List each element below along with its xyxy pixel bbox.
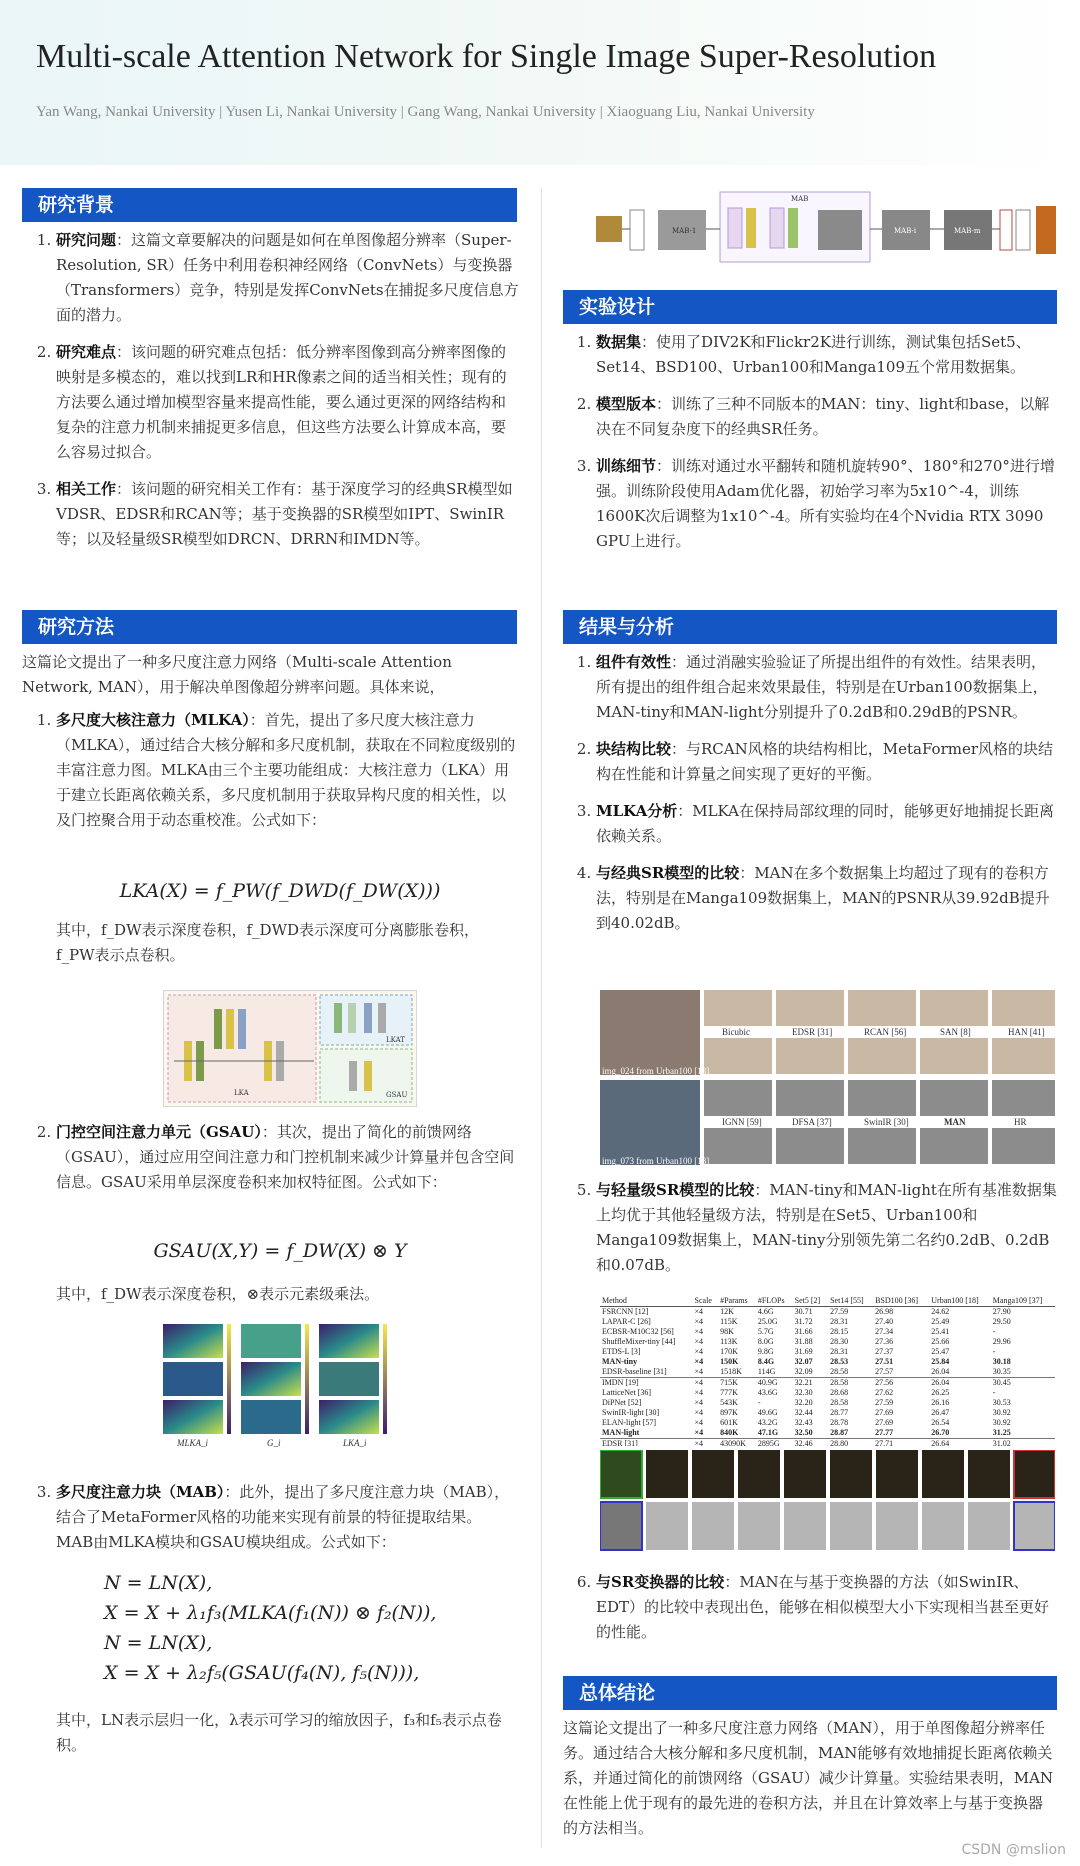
conclusion-text: 这篇论文提出了一种多尺度注意力网络（MAN），用于单图像超分辨率任务。通过结合大核分解和多尺度机制，MAN能够有效地捕捉长距离依赖关系，并通过简化的前馈网络（GSAU）减少计算量。实验结果表明，MAN在性能上优于现有的最先进的卷积方法，并且在计算效率上与基于变换器的方法相当。 — [563, 1719, 1054, 1837]
table-cell: ×4 — [694, 1307, 704, 1316]
formula-mab-note: 其中，LN表示层归一化，λ表示可学习的缩放因子，f₃和f₅表示点卷积。 — [56, 1711, 502, 1754]
table-cell: LAPAR-C [26] — [602, 1317, 651, 1326]
table-cell: EDSR [31] — [600, 1439, 693, 1447]
table-cell: ×4 — [693, 1439, 719, 1447]
table-cell: 27.56 — [873, 1378, 929, 1389]
table-row — [600, 1378, 1055, 1389]
section-header-experiment: 实验设计 — [563, 290, 1057, 324]
table-cell: 1518K — [720, 1367, 742, 1376]
table-cell: 49.6G — [757, 1408, 778, 1417]
results-item-5: 5. 与轻量级SR模型的比较：MAN-tiny和MAN-light在所有基准数据集上均优于其他轻量级方法，特别是在Set5、Urban100和Manga109数据集上，MAN-tiny分别领先第二名约0.2dB、0.2dB和0.07dB。 — [570, 1178, 1057, 1278]
table-row — [600, 1439, 1055, 1447]
background-item: 1. 研究问题：这篇文章要解决的问题是如何在单图像超分辨率（Super-Resolution, SR）任务中利用卷积神经网络（ConvNets）与变换器（Transformers）竞争，特别是发挥ConvNets在捕捉多尺度信息方面的潜力。 — [56, 228, 520, 328]
table-cell: 24.62 — [931, 1307, 950, 1316]
table-cell: 12K — [720, 1307, 734, 1316]
csdn-watermark: CSDN @mslion — [961, 1842, 1066, 1858]
table-cell: 27.69 — [875, 1418, 894, 1427]
table-cell: 27.71 — [873, 1439, 929, 1447]
table-cell: ×4 — [694, 1317, 704, 1326]
mlka-diagram-svg — [164, 991, 416, 1106]
table-cell: 170K — [720, 1347, 738, 1356]
table-cell: 32.46 — [793, 1439, 828, 1447]
table-header: Urban100 [18] — [929, 1296, 991, 1307]
table-header: Method — [600, 1296, 693, 1307]
table-cell: 115K — [720, 1317, 738, 1326]
table-cell: 777K — [720, 1388, 738, 1397]
table-cell: 25.47 — [931, 1347, 950, 1356]
table-cell: ECBSR-M10C32 [56] — [602, 1327, 674, 1336]
paper-title: Multi-scale Attention Network for Single Image Super-Resolution — [36, 38, 937, 75]
results-item: 3. MLKA分析：MLKA在保持局部纹理的同时，能够更好地捕捉长距离依赖关系。 — [596, 799, 1057, 849]
table-header: #FLOPs — [756, 1296, 793, 1307]
table-header: Set14 [55] — [828, 1296, 873, 1307]
section-header-results: 结果与分析 — [563, 610, 1057, 644]
method-caption: HAN [41] — [1008, 1027, 1045, 1037]
table-cell: 27.69 — [875, 1408, 894, 1417]
table-cell: 31.66 — [794, 1327, 813, 1336]
attention-maps-figure — [163, 1322, 418, 1450]
table-cell: 27.62 — [875, 1388, 894, 1397]
table-cell: 30.45 — [991, 1378, 1055, 1389]
formula-lka: LKA(X) = f_PW(f_DWD(f_DW(X))) — [119, 880, 441, 902]
table-cell: 2895G — [756, 1439, 793, 1447]
attention-maps-svg — [163, 1322, 418, 1450]
table-cell: 26.25 — [931, 1388, 950, 1397]
table-cell: 31.69 — [794, 1347, 813, 1356]
method-caption: DFSA [37] — [792, 1117, 832, 1127]
table-cell: 28.31 — [830, 1317, 849, 1326]
table-cell: 30.92 — [992, 1418, 1011, 1427]
table-cell: 4.6G — [757, 1307, 774, 1316]
table-cell: 8.0G — [757, 1337, 774, 1346]
architecture-svg — [596, 188, 1056, 268]
table-cell: 28.30 — [830, 1337, 849, 1346]
table-header: BSD100 [36] — [873, 1296, 929, 1307]
table-cell: 30.71 — [794, 1307, 813, 1316]
formula-line: X = X + λ₁f₃(MLKA(f₁(N)) ⊗ f₂(N)), — [104, 1602, 437, 1624]
experiment-item: 2. 模型版本：训练了三种不同版本的MAN：tiny、light和base，以解决在不同复杂度下的经典SR任务。 — [596, 392, 1057, 442]
results-item: 4. 与经典SR模型的比较：MAN在多个数据集上均超过了现有的卷积方法，特别是在Manga109数据集上，MAN的PSNR从39.92dB提升到40.02dB。 — [596, 861, 1057, 936]
method-item-3: 3. 多尺度注意力块（MAB）：此外，提出了多尺度注意力块（MAB），结合了MetaFormer风格的功能来实现有前景的特征提取结果。MAB由MLKA模块和GSAU模块组成。公式如下： — [30, 1480, 518, 1555]
results-item-6: 6. 与SR变换器的比较：MAN在与基于变换器的方法（如SwinIR、EDT）的比较中表现出色，能够在相似模型大小下实现相当甚至更好的性能。 — [570, 1570, 1057, 1645]
header-banner — [0, 0, 1080, 165]
table-cell: 114G — [757, 1367, 776, 1376]
table-header: Manga109 [37] — [991, 1296, 1055, 1307]
section-header-conclusion: 总体结论 — [563, 1676, 1057, 1710]
table-cell: 43.2G — [757, 1418, 778, 1427]
formula-line: X = X + λ₂f₅(GSAU(f₄(N), f₅(N))), — [104, 1662, 420, 1684]
svg-text:GSAU: GSAU — [386, 1091, 408, 1099]
formula-mab — [104, 1568, 504, 1688]
table-cell: 28.78 — [830, 1418, 849, 1427]
table-cell: 28.15 — [830, 1327, 849, 1336]
qualitative-svg — [600, 990, 1055, 1170]
method-caption: MAN — [944, 1117, 966, 1127]
results-table — [600, 1296, 1055, 1446]
background-item: 3. 相关工作：该问题的研究相关工作有：基于深度学习的经典SR模型如VDSR、EDSR和RCAN等；基于变换器的SR模型如IPT、SwinIR等；以及轻量级SR模型如DRCN、DRRN和IMDN等。 — [56, 477, 520, 552]
table-cell: 32.21 — [793, 1378, 828, 1389]
table-cell: 28.58 — [830, 1398, 849, 1407]
table-cell: 26.98 — [875, 1307, 894, 1316]
table-cell: ×4 — [694, 1347, 704, 1356]
table-row — [600, 1307, 1055, 1318]
table-cell: - — [992, 1347, 996, 1356]
table-cell: MAN-tiny — [602, 1357, 638, 1366]
attn-label: G_i — [267, 1438, 281, 1448]
formula-line: N = LN(X), — [104, 1572, 213, 1594]
table-cell: ×4 — [694, 1388, 704, 1397]
lightweight-results-table — [600, 1296, 1055, 1446]
formula-gsau: GSAU(X,Y) = f_DW(X) ⊗ Y — [153, 1240, 407, 1262]
table-cell: 28.53 — [830, 1357, 849, 1366]
svg-text:MAB-1: MAB-1 — [672, 227, 697, 235]
table-cell: - — [992, 1388, 996, 1397]
table-cell: 29.50 — [992, 1317, 1011, 1326]
table-cell: ETDS-L [3] — [602, 1347, 641, 1356]
table-cell: EDSR-baseline [31] — [602, 1367, 667, 1376]
method-caption: Bicubic — [722, 1027, 750, 1037]
table-cell: MAN-light — [602, 1428, 640, 1437]
method-caption: HR — [1014, 1117, 1027, 1127]
formula-gsau-note: 其中，f_DW表示深度卷积，⊗表示元素级乘法。 — [56, 1285, 380, 1303]
table-cell: 32.20 — [794, 1398, 813, 1407]
table-cell: 25.84 — [931, 1357, 950, 1366]
table-cell: 9.8G — [757, 1347, 774, 1356]
background-item: 2. 研究难点：该问题的研究难点包括：低分辨率图像到高分辨率图像的映射是多模态的，难以找到LR和HR像素之间的适当相关性；现有的方法要么通过增加模型容量来提高性能，要么通过更深的网络结构和复杂的注意力机制来捕捉更多信息，但这些方法要么计算成本高，要么容易过拟合。 — [56, 340, 520, 465]
table-cell: 28.58 — [830, 1367, 849, 1376]
table-row — [600, 1337, 1055, 1347]
method-caption: EDSR [31] — [792, 1027, 833, 1037]
method-caption: IGNN [59] — [722, 1117, 762, 1127]
table-cell: 31.25 — [992, 1428, 1011, 1437]
table-cell: 32.50 — [794, 1428, 813, 1437]
attn-label: MLKA_i — [177, 1438, 209, 1448]
table-header: Scale — [693, 1296, 719, 1307]
table-cell: 150K — [720, 1357, 739, 1366]
lightweight-visual-comparison — [600, 1450, 1055, 1560]
formula-lka-note: 其中，f_DW表示深度卷积，f_DWD表示深度可分离膨胀卷积，f_PW表示点卷积。 — [56, 921, 480, 964]
mlka-diagram — [163, 990, 417, 1107]
table-header: #Params — [718, 1296, 756, 1307]
table-cell: 30.35 — [992, 1367, 1011, 1376]
table-cell: 29.96 — [992, 1337, 1011, 1346]
table-cell: ×4 — [694, 1428, 704, 1437]
architecture-figure — [596, 188, 1056, 268]
experiment-list — [570, 330, 1057, 566]
results-item: 2. 块结构比较：与RCAN风格的块结构相比，MetaFormer风格的块结构在性能和计算量之间实现了更好的平衡。 — [596, 737, 1057, 787]
table-cell: 25.0G — [757, 1317, 778, 1326]
table-cell: 30.53 — [992, 1398, 1011, 1407]
experiment-item: 1. 数据集：使用了DIV2K和Flickr2K进行训练，测试集包括Set5、Set14、BSD100、Urban100和Manga109五个常用数据集。 — [596, 330, 1057, 380]
table-cell: 27.59 — [830, 1307, 849, 1316]
table-cell: 31.88 — [794, 1337, 813, 1346]
table-cell: 26.54 — [931, 1418, 950, 1427]
table-cell: 40.9G — [756, 1378, 793, 1389]
table-cell: SwinIR-light [30] — [602, 1408, 660, 1417]
table-cell: FSRCNN [12] — [602, 1307, 649, 1316]
table-cell: 28.31 — [830, 1347, 849, 1356]
table-cell: 26.47 — [931, 1408, 950, 1417]
table-cell: 5.7G — [757, 1327, 774, 1336]
svg-text:LKA: LKA — [234, 1089, 249, 1097]
table-cell: 28.77 — [830, 1408, 849, 1417]
table-cell: 47.1G — [757, 1428, 779, 1437]
table-cell: 98K — [720, 1327, 734, 1336]
section-header-background: 研究背景 — [22, 188, 517, 222]
column-divider — [541, 188, 542, 1848]
table-cell: ×4 — [694, 1418, 704, 1427]
qual-row1-label: img_024 from Urban100 [18] — [602, 1066, 710, 1076]
table-cell: 27.90 — [992, 1307, 1011, 1316]
table-cell: 28.68 — [830, 1388, 849, 1397]
table-cell: ×4 — [694, 1337, 704, 1346]
table-cell: 27.57 — [875, 1367, 894, 1376]
method-caption: RCAN [56] — [864, 1027, 907, 1037]
table-cell: 27.51 — [875, 1357, 894, 1366]
paper-authors: Yan Wang, Nankai University | Yusen Li, Nankai University | Gang Wang, Nankai University | Xiaoguang Liu, Nankai University — [36, 104, 815, 120]
table-cell: 43.6G — [757, 1388, 778, 1397]
table-cell: 43090K — [718, 1439, 756, 1447]
table-cell: LatticeNet [36] — [602, 1388, 652, 1397]
formula-line: N = LN(X), — [104, 1632, 213, 1654]
table-cell: 32.09 — [794, 1367, 813, 1376]
table-cell: ×4 — [694, 1367, 704, 1376]
table-cell: 27.59 — [875, 1398, 894, 1407]
method-item-1: 1. 多尺度大核注意力（MLKA）：首先，提出了多尺度大核注意力（MLKA），通过结合大核分解和多尺度机制，获取在不同粒度级别的丰富注意力图。MLKA由三个主要功能组成：大核注意力（LKA）用于建立长距离依赖关系，多尺度机制用于获取异构尺度的相关性，以及门控聚合用于动态重校准。公式如下： — [30, 708, 518, 833]
section-header-method: 研究方法 — [22, 610, 517, 644]
table-cell: - — [757, 1398, 761, 1407]
table-cell: 26.70 — [931, 1428, 950, 1437]
table-row — [600, 1347, 1055, 1357]
method-caption: SAN [8] — [940, 1027, 971, 1037]
table-body — [600, 1307, 1055, 1447]
table-cell: 8.4G — [757, 1357, 775, 1366]
lightweight-visual-svg — [600, 1450, 1055, 1560]
table-cell: 27.34 — [875, 1327, 894, 1336]
table-cell: 26.04 — [931, 1367, 950, 1376]
table-cell: 30.92 — [992, 1408, 1011, 1417]
method-item-2: 2. 门控空间注意力单元（GSAU）：其次，提出了简化的前馈网络（GSAU），通过应用空间注意力和门控机制来减少计算量并包含空间信息。GSAU采用单层深度卷积来加权特征图。公式如下： — [30, 1120, 518, 1195]
attn-label: LKA_i — [343, 1438, 367, 1448]
table-cell: 897K — [720, 1408, 738, 1417]
table-cell: - — [992, 1327, 996, 1336]
table-cell: DiPNet [52] — [602, 1398, 642, 1407]
table-cell: ×4 — [694, 1357, 704, 1366]
experiment-item: 3. 训练细节：训练对通过水平翻转和随机旋转90°、180°和270°进行增强。训练阶段使用Adam优化器，初始学习率为5x10^-4，训练1600K次后调整为1x10^-4。所有实验均在4个Nvidia RTX 3090 GPU上进行。 — [596, 454, 1057, 554]
svg-text:MAB: MAB — [791, 195, 809, 203]
table-cell: 25.41 — [931, 1327, 950, 1336]
svg-text:MAB-m: MAB-m — [954, 227, 981, 235]
table-row — [600, 1388, 1055, 1398]
table-cell: ×4 — [694, 1398, 704, 1407]
table-cell: 31.72 — [794, 1317, 813, 1326]
table-row — [600, 1367, 1055, 1378]
table-cell: IMDN [19] — [600, 1378, 693, 1389]
svg-text:MAB-i: MAB-i — [894, 227, 917, 235]
table-cell: 30.18 — [992, 1357, 1011, 1366]
table-cell: ELAN-light [57] — [602, 1418, 656, 1427]
table-cell: ×4 — [694, 1327, 704, 1336]
table-cell: 32.07 — [794, 1357, 813, 1366]
table-cell: 601K — [720, 1418, 738, 1427]
table-cell: 27.77 — [875, 1428, 894, 1437]
table-cell: 27.40 — [875, 1317, 894, 1326]
table-cell: ShuffleMixer-tiny [44] — [602, 1337, 676, 1346]
table-cell: 28.58 — [828, 1378, 873, 1389]
table-row — [600, 1398, 1055, 1408]
table-cell: ×4 — [693, 1378, 719, 1389]
table-cell: 32.43 — [794, 1418, 813, 1427]
table-cell: 32.44 — [794, 1408, 813, 1417]
background-list — [30, 228, 520, 564]
table-cell: 28.80 — [828, 1439, 873, 1447]
table-cell: 840K — [720, 1428, 739, 1437]
method-intro: 这篇论文提出了一种多尺度注意力网络（Multi-scale Attention Network, MAN），用于解决单图像超分辨率问题。具体来说， — [22, 653, 452, 696]
table-cell: 25.66 — [931, 1337, 950, 1346]
table-cell: 28.87 — [830, 1428, 849, 1437]
table-cell: 26.16 — [931, 1398, 950, 1407]
qualitative-comparison-figure — [600, 990, 1055, 1170]
table-row — [600, 1408, 1055, 1418]
table-cell: 27.37 — [875, 1347, 894, 1356]
table-cell: 32.30 — [794, 1388, 813, 1397]
table-row — [600, 1418, 1055, 1428]
results-list-a — [570, 650, 1057, 948]
table-cell: 31.02 — [991, 1439, 1055, 1447]
table-cell: 26.64 — [929, 1439, 991, 1447]
table-row — [600, 1357, 1055, 1367]
table-cell: ×4 — [694, 1408, 704, 1417]
table-row — [600, 1317, 1055, 1327]
qual-row2-label: img_073 from Urban100 [18] — [602, 1156, 710, 1166]
table-cell: 27.36 — [875, 1337, 894, 1346]
svg-text:LKAT: LKAT — [386, 1036, 405, 1044]
table-cell: 26.04 — [929, 1378, 991, 1389]
table-cell: 113K — [720, 1337, 738, 1346]
method-caption: SwinIR [30] — [864, 1117, 909, 1127]
table-row — [600, 1428, 1055, 1439]
table-cell: 25.49 — [931, 1317, 950, 1326]
table-cell: 715K — [718, 1378, 756, 1389]
table-row — [600, 1327, 1055, 1337]
results-item: 1. 组件有效性：通过消融实验验证了所提出组件的有效性。结果表明，所有提出的组件组合起来效果最佳，特别是在Urban100数据集上，MAN-tiny和MAN-light分别提升了0.2dB和0.29dB的PSNR。 — [596, 650, 1057, 725]
table-header: Set5 [2] — [793, 1296, 828, 1307]
table-cell: 543K — [720, 1398, 738, 1407]
